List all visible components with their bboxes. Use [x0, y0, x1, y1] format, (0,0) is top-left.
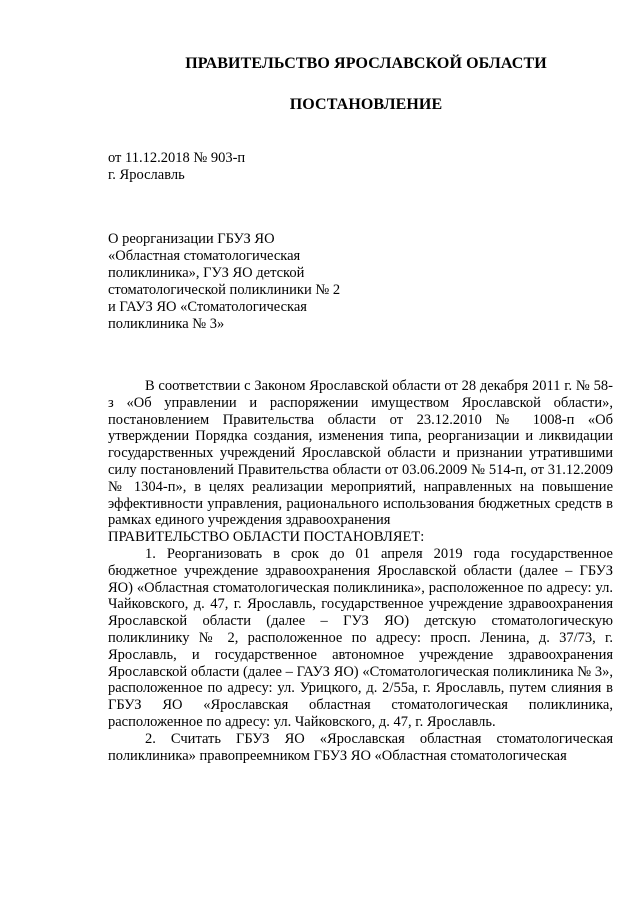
date-number: от 11.12.2018 № 903-п [108, 150, 246, 166]
preamble-paragraph: В соответствии с Законом Ярославской области от 28 декабря 2011 г. № 58-з «Об управлении и распоряжении имуществом Ярославской области», постановлением Правительства области от 23.12.2010 № 1008-п «Об утверждении Порядка создания, изменения типа, реорганизации и ликвидации государственных учреждений Ярославской области и признании утратившими силу постановлений Правительства области от 03.06.2009 № 514-п, от 31.12.2009 № 1304-п», в целях реализации мероприятий, направленных на повышение эффективности управления, рационального использования бюджетных средств в рамках единого учреждения здравоохранения [108, 378, 613, 529]
city: г. Ярославль [108, 167, 185, 183]
document-subject [108, 231, 348, 333]
government-heading: ПРАВИТЕЛЬСТВО ЯРОСЛАВСКОЙ ОБЛАСТИ [185, 55, 547, 72]
resolves-line: ПРАВИТЕЛЬСТВО ОБЛАСТИ ПОСТАНОВЛЯЕТ: [108, 529, 425, 546]
subject-line: О реорганизации ГБУЗ ЯО [108, 231, 275, 247]
document-body [108, 378, 613, 764]
item-1-paragraph: 1. Реорганизовать в срок до 01 апреля 2019 года государственное бюджетное учреждение здравоохранения Ярославской области (далее – ГБУЗ ЯО) «Областная стоматологическая поликлиника», расположенное по адресу: ул. Чайковского, д. 47, г. Ярославль, государственное учреждение здравоохранения Ярославской области (далее – ГУЗ ЯО) детскую стоматологическую поликлинику № 2, расположенное по адресу: просп. Ленина, д. 37/73, г. Ярославль, и государственное автономное учреждение здравоохранения Ярославской области (далее – ГАУЗ ЯО) «Стоматологическая поликлиника № 3», расположенное по адресу: ул. Урицкого, д. 2/55а, г. Ярославль, путем слияния в ГБУЗ ЯО «Ярославская областная стоматологическая поликлиника, расположенное по адресу: ул. Чайковского, д. 47, г. Ярославль. [108, 545, 613, 730]
subject-line: «Областная стоматологическая [108, 248, 301, 264]
subject-line: и ГАУЗ ЯО «Стоматологическая [108, 299, 307, 315]
subject-line: поликлиника», ГУЗ ЯО детской [108, 265, 305, 281]
document-type-heading: ПОСТАНОВЛЕНИЕ [289, 96, 443, 113]
subject-line: поликлиника № 3» [108, 316, 225, 332]
subject-line: стоматологической поликлиники № 2 [108, 282, 341, 298]
document-meta [108, 150, 245, 184]
item-2-paragraph: 2. Считать ГБУЗ ЯО «Ярославская областная стоматологическая поликлиника» правопреемником ГБУЗ ЯО «Областная стоматологическая [108, 730, 613, 764]
